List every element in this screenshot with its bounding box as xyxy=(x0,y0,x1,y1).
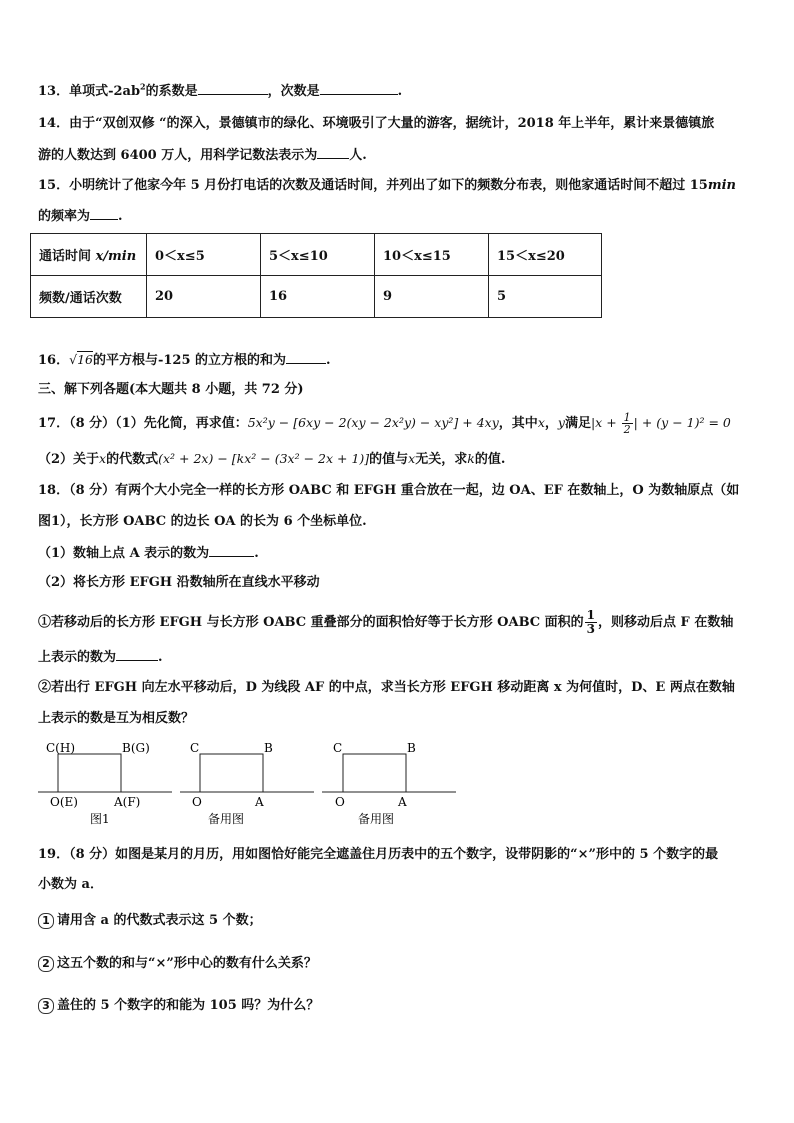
table-cell: 20 xyxy=(147,276,261,318)
q17-expression: 5x²y − [6xy − 2(xy − 2x²y) − xy²] + 4xy xyxy=(247,415,499,430)
q16-number: 16． xyxy=(38,353,70,368)
question-17-line2: （2）关于x的代数式(x² + 2x) − [kx² − (3x² − 2x + 1)]的值与x无关，求k的值. xyxy=(38,451,506,467)
question-15-line2 xyxy=(38,207,123,226)
q13-exponent: 2 xyxy=(140,81,146,92)
q13-text-d: . xyxy=(397,84,403,99)
fig1-label-A: A(F) xyxy=(114,795,141,809)
table-cell: 5＜x≤10 xyxy=(261,234,375,276)
fig1-label-C: C(H) xyxy=(46,741,76,755)
q14-text: 游的人数达到 6400 万人，用科学记数法表示为 xyxy=(38,148,318,163)
question-17-line1: 17．（8 分）（1）先化简，再求值：5x²y − [6xy − 2(xy − 2x²y) − xy²] + 4xy，其中x，y满足|x + $\frac{1}{2}$ | + (y − 1)² = 0 xyxy=(38,411,731,436)
fig1-label-O: O(E) xyxy=(50,795,78,809)
question-19-sub2: 2 这五个数的和与“×”形中心的数有什么关系？ xyxy=(38,955,317,973)
fig2-label-A: A xyxy=(255,795,264,809)
answer-blank[interactable] xyxy=(116,648,158,661)
question-18-line1: 18．（8 分）有两个大小完全一样的长方形 OABC 和 EFGH 重合放在一起，边 OA、EF 在数轴上，O 为数轴原点（如 xyxy=(38,483,740,498)
answer-blank[interactable] xyxy=(198,82,268,95)
fig3-caption: 备用图 xyxy=(358,812,395,826)
figure-2 xyxy=(180,741,314,826)
q13-text: 13．单项式-2ab xyxy=(38,84,141,99)
q15-text: 15．小明统计了他家今年 5 月份打电话的次数及通话时间，并列出了如下的频数分布表，则他家通话时间不超过 15 xyxy=(38,178,708,193)
q17-condition: |x + $\frac{1}{2}$ | + (y − 1)² = 0 xyxy=(590,411,731,436)
question-18-part2: （2）将长方形 EFGH 沿数轴所在直线水平移动 xyxy=(38,575,320,590)
table-cell: 15＜x≤20 xyxy=(489,234,602,276)
q14-text-b: 人. xyxy=(349,148,367,163)
answer-blank[interactable] xyxy=(320,82,398,95)
sub-number-badge: 3 xyxy=(38,998,54,1014)
table-cell: 9 xyxy=(375,276,489,318)
fig2-caption: 备用图 xyxy=(208,812,245,826)
question-18-case2-line2: 上表示的数是互为相反数？ xyxy=(38,711,195,726)
fig1-caption: 图1 xyxy=(90,812,110,826)
table-cell: 0＜x≤5 xyxy=(147,234,261,276)
fig3-label-O: O xyxy=(335,795,345,809)
table-row xyxy=(31,234,602,276)
q13-text-c: ，次数是 xyxy=(267,84,320,99)
sub-number-badge: 1 xyxy=(38,913,54,929)
question-15-line1 xyxy=(38,177,736,195)
q17-expression-2: (x² + 2x) − [kx² − (3x² − 2x + 1)] xyxy=(158,451,370,466)
table-cell: 5 xyxy=(489,276,602,318)
q16-text-b: . xyxy=(326,353,331,368)
sub-number-badge: 2 xyxy=(38,956,54,972)
fig2-label-C: C xyxy=(190,741,200,755)
question-19-line1: 19．（8 分）如图是某月的月历，用如图恰好能完全遮盖住月历表中的五个数字，设带阴影的“×”形中的 5 个数字的最 xyxy=(38,847,719,862)
q16-text: 的平方根与-125 的立方根的和为 xyxy=(92,353,287,368)
rectangle-figures xyxy=(30,738,470,830)
frequency-table xyxy=(30,233,602,318)
answer-blank[interactable] xyxy=(90,207,118,220)
table-cell: 10＜x≤15 xyxy=(375,234,489,276)
fig2-label-B: B xyxy=(264,741,273,755)
question-14-line2 xyxy=(38,146,367,165)
answer-blank[interactable] xyxy=(286,351,326,364)
question-18-line2: 图1），长方形 OABC 的边长 OA 的长为 6 个坐标单位. xyxy=(38,514,367,529)
figure-1 xyxy=(38,741,172,826)
question-19-line2: 小数为 a． xyxy=(38,877,103,892)
table-cell: 16 xyxy=(261,276,375,318)
question-14-line1: 14．由于“双创双修 “的深入，景德镇市的绿化、环境吸引了大量的游客，据统计，2018 年上半年，累计来景德镇旅 xyxy=(38,116,715,131)
question-13 xyxy=(38,82,402,101)
fig2-label-O: O xyxy=(192,795,202,809)
answer-blank[interactable] xyxy=(317,146,349,159)
q15-text-c: . xyxy=(118,209,123,224)
table-header-cell: 通话时间 x/min xyxy=(31,234,147,276)
question-18-case1: ①若移动后的长方形 EFGH 与长方形 OABC 重叠部分的面积恰好等于长方形 OABC 面积的 $\frac{1}{3}$ ，则移动后点 F 在数轴 xyxy=(38,608,734,636)
question-19-sub1: 1 请用含 a 的代数式表示这 5 个数； xyxy=(38,912,262,930)
sqrt-expression: √16 xyxy=(69,352,93,367)
table-header-cell: 频数/通话次数 xyxy=(31,276,147,318)
question-18-case2: ②若出行 EFGH 向左水平移动后，D 为线段 AF 的中点，求当长方形 EFGH 移动距离 x 为何值时，D、E 两点在数轴 xyxy=(38,680,735,695)
q15-text-b: 的频率为 xyxy=(38,209,91,224)
question-19-sub3: 3 盖住的 5 个数字的和能为 105 吗？为什么？ xyxy=(38,997,319,1015)
fig3-label-B: B xyxy=(407,741,416,755)
q15-unit: min xyxy=(707,178,736,193)
question-18-part1: （1）数轴上点 A 表示的数为 . xyxy=(38,546,259,561)
table-row xyxy=(31,276,602,318)
question-16 xyxy=(38,351,331,370)
answer-blank[interactable] xyxy=(209,544,254,557)
section-heading: 三、解下列各题(本大题共 8 小题，共 72 分) xyxy=(38,382,304,397)
figure-3 xyxy=(322,741,456,826)
fig3-label-A: A xyxy=(398,795,407,809)
fig3-label-C: C xyxy=(333,741,343,755)
fig1-label-B: B(G) xyxy=(122,741,150,755)
question-18-case1-line2: 上表示的数为 . xyxy=(38,650,163,665)
q13-text-b: 的系数是 xyxy=(145,84,198,99)
